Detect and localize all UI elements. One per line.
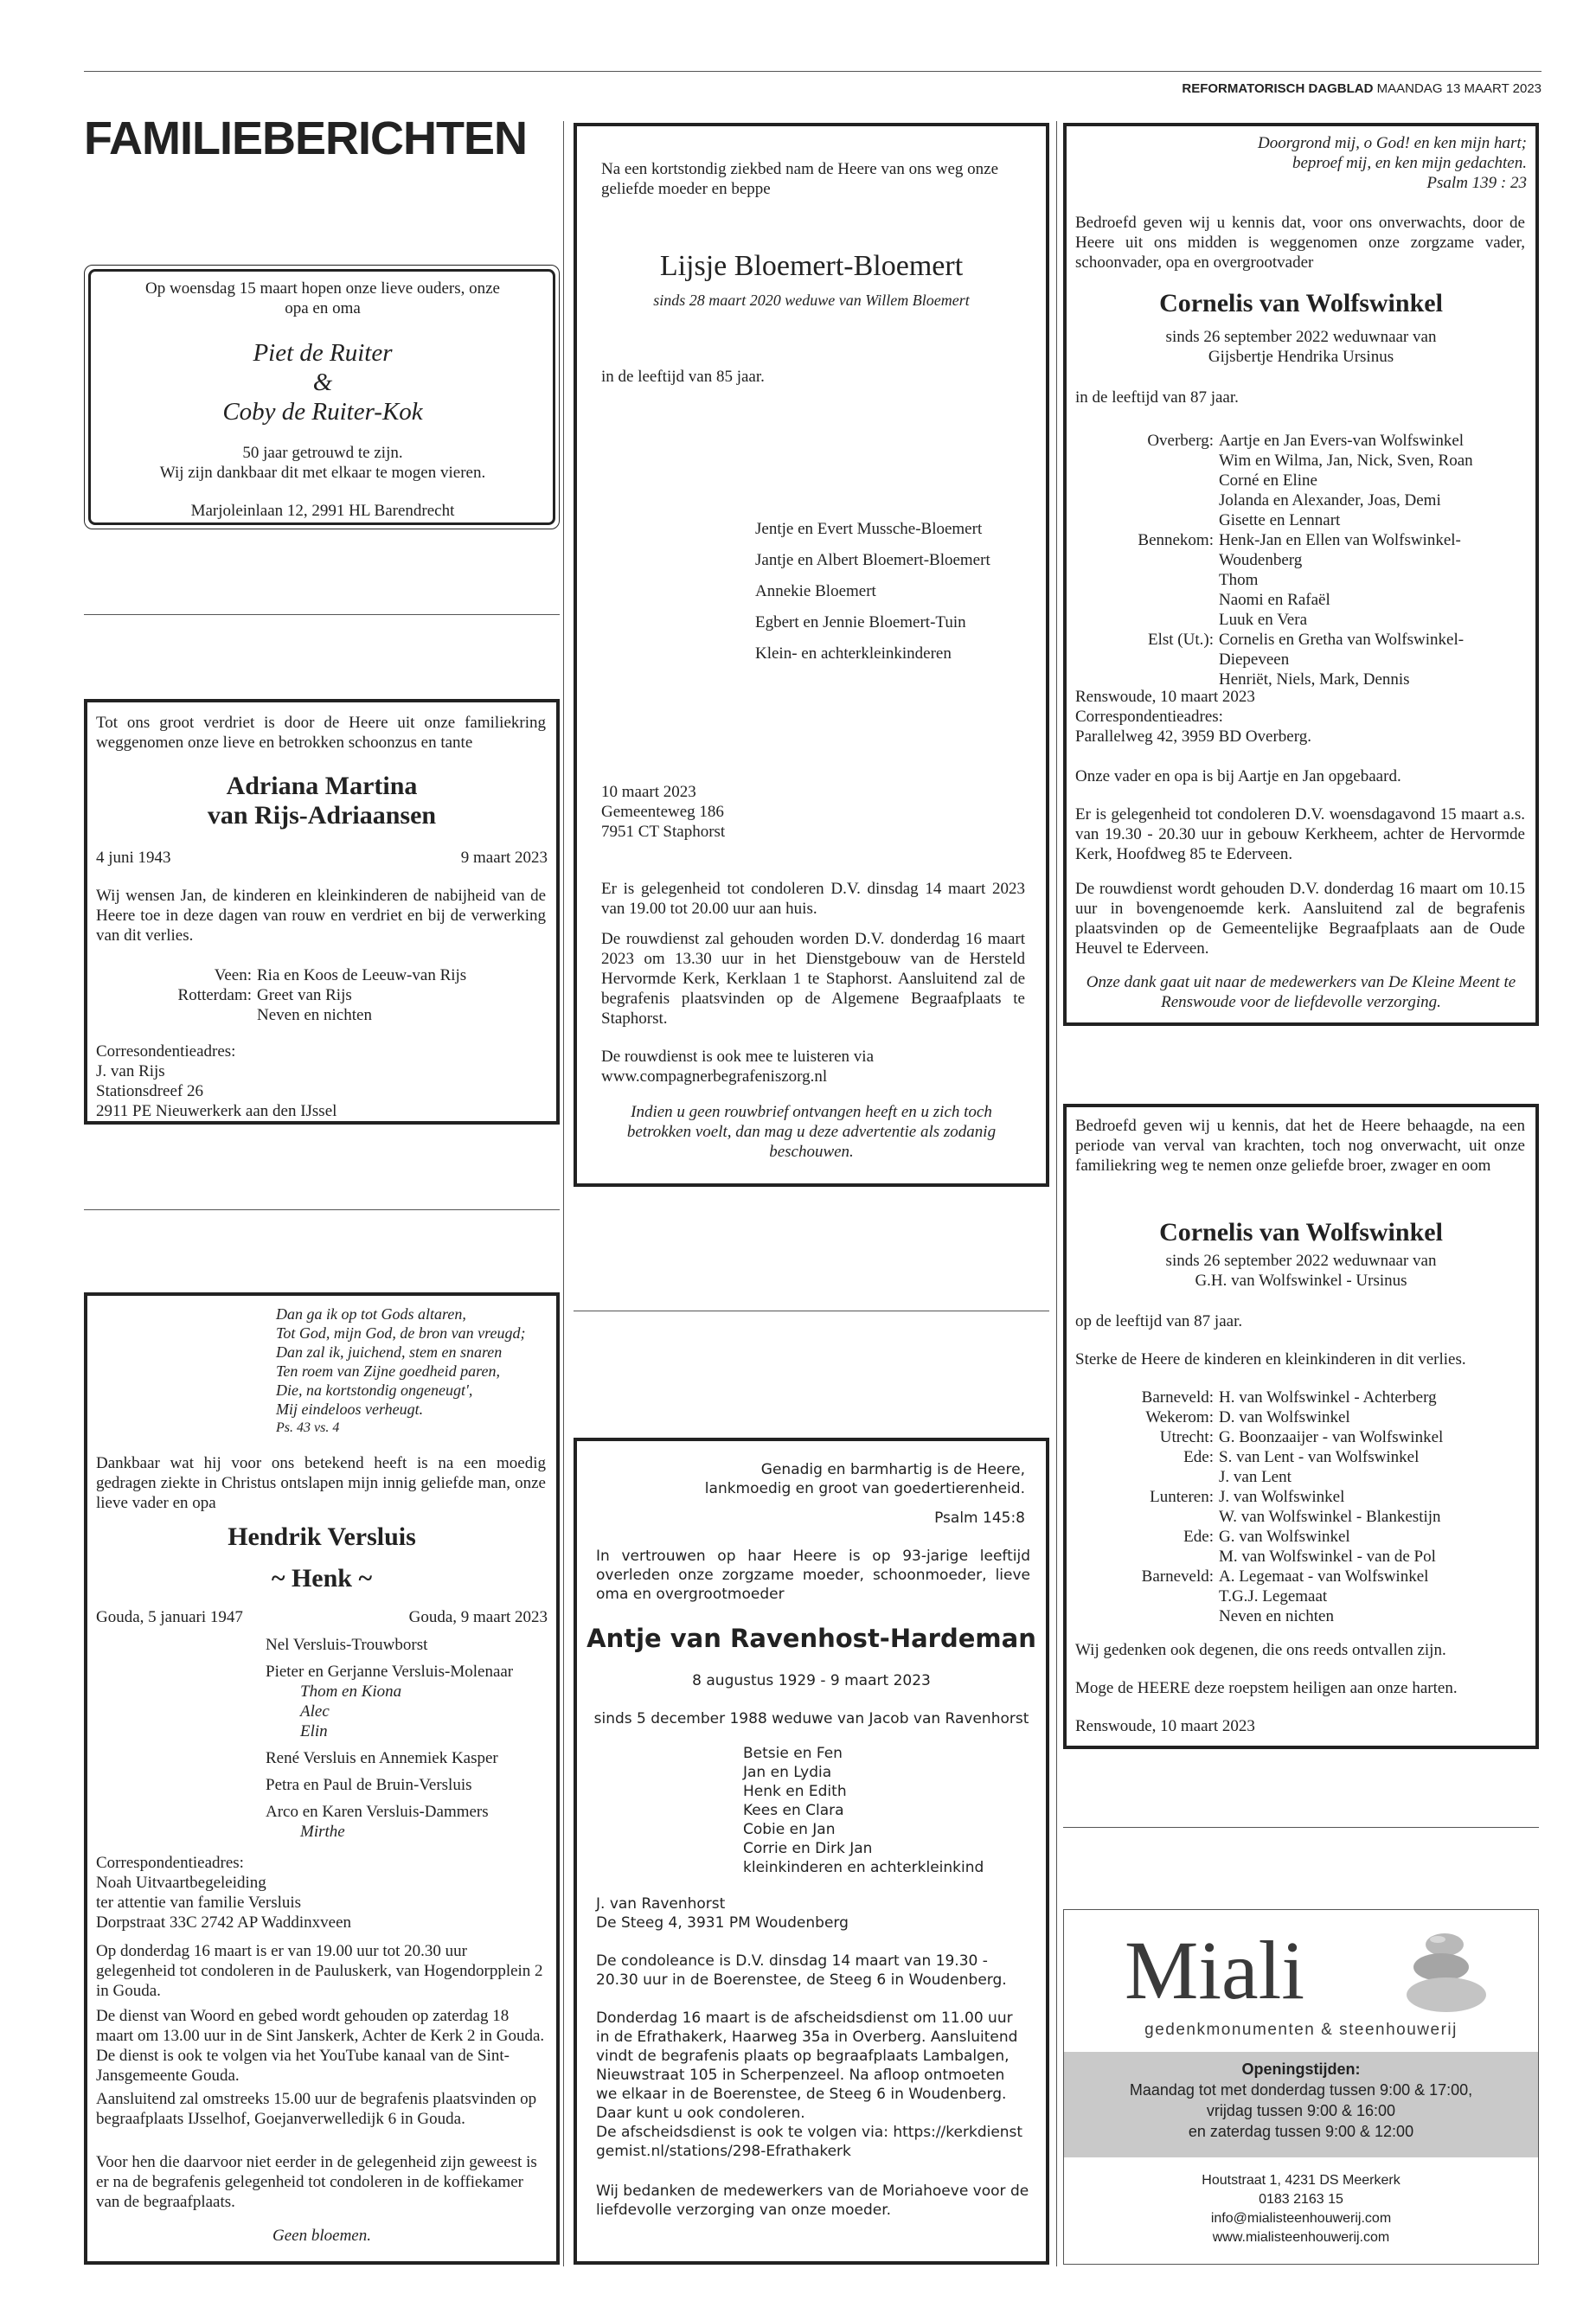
relative-row: Gisette en Lennart [1219, 511, 1341, 529]
relative-row: Elst (Ut.): Cornelis en Gretha van Wolfswinkel- [1148, 631, 1465, 649]
relative-row: Woudenberg [1219, 551, 1303, 569]
relative-row: Rotterdam: Greet van Rijs [177, 986, 352, 1004]
miali-address: Houtstraat 1, 4231 DS Meerkerk [1202, 2173, 1401, 2188]
wolfswinkel-para: Er is gelegenheid tot condoleren D.V. woensdagavond 15 maart a.s. van 19.30 - 20.30 uur in gebouw Kerkheem, achter de Hervormde Kerk, Hoofdweg 85 te Ederveen. [1075, 805, 1525, 863]
adriana-died: 9 maart 2023 [460, 849, 548, 867]
ravenhost-para: De condoleance is D.V. dinsdag 14 maart van 19.30 - 20.30 uur in de Boerenstee, de Steeg 6 in Woudenberg. [596, 1952, 1007, 1989]
wolfswinkel2-age: op de leeftijd van 87 jaar. [1075, 1312, 1243, 1330]
miali-contact [1064, 2171, 1538, 2247]
bloemert-sub: sinds 28 maart 2020 weduwe van Willem Bloemert [653, 292, 970, 309]
adriana-relatives [96, 965, 466, 1025]
versluis-died: Gouda, 9 maart 2023 [408, 1608, 548, 1626]
adriana-corr-line: 2911 PE Nieuwerkerk aan den IJssel [96, 1102, 337, 1120]
miali-hours-band [1064, 2052, 1538, 2157]
wolfswinkel-intro: Bedroefd geven wij u kennis dat, voor ons onverwachts, door de Heere uit ons midden is weggenomen onze zorgzame vader, schoonvader, opa en overgrootvader [1075, 214, 1525, 272]
relative-row: Wekerom: D. van Wolfswinkel [1145, 1408, 1350, 1426]
miali-email[interactable]: info@mialisteenhouwerij.com [1210, 2211, 1392, 2226]
relative-row: Neven en nichten [257, 1006, 372, 1024]
relative-row: Thom [1219, 571, 1259, 589]
miali-hours-title: Openingstijden: [1241, 2061, 1361, 2078]
anniversary-line-1: 50 jaar getrouwd te zijn. [242, 444, 403, 462]
ravenhost-address: De Steeg 4, 3931 PM Woudenberg [596, 1914, 849, 1932]
versluis-para: Op donderdag 16 maart is er van 19.00 uur tot 20.30 uur gelegenheid tot condoleren in de Pauluskerk, van Hogendorpplein 2 in Gouda. [96, 1942, 543, 2000]
ad-bloemert [574, 123, 1049, 1187]
section-title: FAMILIEBERICHTEN [84, 112, 528, 164]
anniversary-amp: & [312, 369, 333, 396]
relative-row: Neven en nichten [1219, 1607, 1334, 1625]
anniversary-line-2: Wij zijn dankbaar dit met elkaar te mogen vieren. [159, 464, 486, 482]
relative-row: Henriët, Niels, Mark, Dennis [1219, 670, 1410, 689]
relative-row: Bennekom: Henk-Jan en Ellen van Wolfswinkel- [1138, 531, 1461, 549]
ad-wolfswinkel-1 [1063, 123, 1539, 1026]
top-rule [84, 71, 1542, 72]
relative-row: Luuk en Vera [1219, 611, 1308, 629]
miali-tagline: gedenkmonumenten & steenhouwerij [1144, 2021, 1458, 2039]
relative-row: Barneveld: A. Legemaat - van Wolfswinkel [1141, 1567, 1429, 1586]
ad-adriana [84, 699, 560, 1125]
adriana-name-2: van Rijs-Adriaansen [207, 801, 437, 830]
bloemert-age: in de leeftijd van 85 jaar. [601, 368, 765, 386]
versluis-corr-line: Dorpstraat 33C 2742 AP Waddinxveen [96, 1913, 352, 1932]
versluis-intro: Dankbaar wat hij voor ons betekend heeft is na een moedig gedragen ziekte in Christus ontslapen mijn innig geliefde man, onze lieve vader en opa [96, 1454, 546, 1512]
relative-row: W. van Wolfswinkel - Blankestijn [1219, 1508, 1441, 1526]
versluis-verse: Dan ga ik op tot Gods altaren, Tot God, mijn God, de bron van vreugd; Dan zal ik, juichend, stem en snaren Ten roem van Zijne goedheid paren, Die, na kortstondig ongeneugt', Mij eindeloos verheugt. Ps. 43 vs. 4 [276, 1304, 525, 1438]
relative-row: Barneveld: H. van Wolfswinkel - Achterberg [1141, 1388, 1437, 1407]
bloemert-address: 10 maart 2023 [601, 783, 696, 801]
wolfswinkel-para: Onze vader en opa is bij Aartje en Jan opgebaard. [1075, 767, 1401, 785]
ravenhost-para: Wij bedanken de medewerkers van de Moriahoeve voor de liefdevolle verzorging van onze moeder. [596, 2182, 1029, 2219]
bloemert-address: Gemeenteweg 186 [601, 803, 724, 821]
relative-row: Wim en Wilma, Jan, Nick, Sven, Roan [1219, 452, 1473, 470]
relative-row: Overberg: Aartje en Jan Evers-van Wolfswinkel [1147, 432, 1465, 450]
wolfswinkel-place-date: Renswoude, 10 maart 2023 [1075, 688, 1255, 706]
wolfswinkel2-p1: Wij gedenken ook degenen, die ons reeds ontvallen zijn. [1075, 1641, 1446, 1659]
versluis-para: Voor hen die daarvoor niet eerder in de gelegenheid zijn geweest is er na de begrafenis gelegenheid tot condoleren in de koffiekamer van de begraafplaats. [96, 2153, 537, 2211]
wolfswinkel-verse: Doorgrond mij, o God! en ken mijn hart; beproef mij, en ken mijn gedachten. Psalm 139 : 23 [1257, 134, 1527, 192]
relative-row: Ede: G. van Wolfswinkel [1183, 1528, 1350, 1546]
bloemert-name: Lijsje Bloemert-Bloemert [659, 250, 964, 282]
relative-row: Naomi en Rafaël [1219, 591, 1330, 609]
separator-c3-1 [1063, 1827, 1539, 1828]
ravenhost-widow: sinds 5 december 1988 weduwe van Jacob van Ravenhorst [593, 1710, 1029, 1727]
versluis-para: De dienst van Woord en gebed wordt gehouden op zaterdag 18 maart om 13.00 uur in de Sint Janskerk, Achter de Kerk 2 in Gouda. De dienst is ook te volgen via het YouTube kanaal van de Sint-Jansgemeente Gouda. [96, 2007, 545, 2085]
adriana-intro: Tot ons groot verdriet is door de Heere uit onze familiekring weggenomen onze lieve en betrokken schoonzus en tante [96, 714, 546, 752]
wolfswinkel2-text: Sterke de Heere de kinderen en kleinkinderen in dit verlies. [1075, 1350, 1466, 1368]
relative-row: T.G.J. Legemaat [1219, 1587, 1328, 1606]
separator-c1-2 [84, 1209, 560, 1210]
adriana-text: Wij wensen Jan, de kinderen en kleinkinderen de nabijheid van de Heere toe in deze dagen van rouw en verdriet en bij de verwerking van dit verlies. [96, 887, 546, 945]
wolfswinkel2-intro: Bedroefd geven wij u kennis, dat het de Heere behaagde, na een periode van verval van krachten, toch nog onverwacht, uit onze familiekring weg te nemen onze geliefde broer, zwager en oom [1075, 1117, 1525, 1175]
ravenhost-dates: 8 augustus 1929 - 9 maart 2023 [692, 1672, 931, 1689]
ravenhost-name: Antje van Ravenhost-Hardeman [586, 1624, 1036, 1653]
wolfswinkel2-sub-2: G.H. van Wolfswinkel - Ursinus [1195, 1272, 1407, 1290]
bloemert-intro: Na een kortstondig ziekbed nam de Heere van ons weg onze geliefde moeder en beppe [601, 160, 998, 198]
wolfswinkel2-relatives [1075, 1388, 1443, 1626]
versluis-family: Nel Versluis-Trouwborst Pieter en Gerjanne Versluis-Molenaar Thom en Kiona Alec Elin René Versluis en Annemiek Kasper Petra en Paul de Bruin-Versluis Arco en Karen Versluis-Dammers Mirthe [266, 1636, 514, 1841]
versluis-corr-line: Noah Uitvaartbegeleiding [96, 1874, 266, 1892]
bloemert-para: De rouwdienst zal gehouden worden D.V. donderdag 16 maart 2023 om 13.30 uur in het Dienstgebouw van de Hersteld Hervormde Kerk, Kerklaan 1 te Staphorst. Aansluitend zal de begrafenis plaatsvinden op de Algemene Begraafplaats te Staphorst. [601, 930, 1025, 1028]
miali-hours-line: Maandag tot met donderdag tussen 9:00 & 17:00, [1129, 2081, 1473, 2099]
anniversary-name-1: Piet de Ruiter [253, 339, 393, 367]
versluis-nick: ~ Henk ~ [271, 1564, 373, 1593]
wolfswinkel-corr-label: Correspondentieadres: [1075, 708, 1223, 726]
stones-logo-icon [1393, 1919, 1497, 2022]
adriana-born: 4 juni 1943 [96, 849, 171, 867]
anniversary-name-2: Coby de Ruiter-Kok [222, 398, 423, 426]
ravenhost-address: J. van Ravenhorst [596, 1895, 726, 1913]
versluis-para: Aansluitend zal omstreeks 15.00 uur de begrafenis plaatsvinden op begraafplaats IJsselhof, Goejanverwelledijk 6 in Gouda. [96, 2090, 537, 2128]
adriana-corr-line: J. van Rijs [96, 1062, 165, 1080]
anniversary-intro: Op woensdag 15 maart hopen onze lieve ouders, onze opa en oma [145, 279, 500, 317]
column-divider-2 [1056, 121, 1057, 2266]
miali-website[interactable]: www.mialisteenhouwerij.com [1212, 2230, 1390, 2245]
relative-row: Jolanda en Alexander, Joas, Demi [1219, 491, 1441, 510]
bloemert-para: Er is gelegenheid tot condoleren D.V. dinsdag 14 maart 2023 van 19.00 tot 20.00 uur aan huis. [601, 880, 1025, 918]
wolfswinkel2-name: Cornelis van Wolfswinkel [1159, 1218, 1443, 1247]
ad-anniversary [84, 265, 560, 529]
relative-row: Ede: S. van Lent - van Wolfswinkel [1183, 1448, 1420, 1466]
miali-phone: 0183 2163 15 [1259, 2192, 1343, 2207]
bloemert-address: 7951 CT Staphorst [601, 823, 726, 841]
separator-c1-1 [84, 614, 560, 615]
ravenhost-para: De afscheidsdienst is ook te volgen via: https://kerkdienstgemist.nl/stations/298-Efrathakerk [596, 2124, 1023, 2160]
wolfswinkel-closing: Onze dank gaat uit naar de medewerkers van De Kleine Meent te Renswoude voor de liefdevolle verzorging. [1086, 973, 1516, 1011]
wolfswinkel-name: Cornelis van Wolfswinkel [1159, 289, 1443, 317]
wolfswinkel2-sub-1: sinds 26 september 2022 weduwnaar van [1165, 1252, 1437, 1270]
wolfswinkel-age: in de leeftijd van 87 jaar. [1075, 388, 1239, 407]
column-divider-1 [563, 121, 564, 2266]
paper-name: REFORMATORISCH DAGBLAD [1182, 81, 1374, 96]
wolfswinkel-relatives [1075, 431, 1473, 689]
bloemert-closing: Indien u geen rouwbrief ontvangen heeft en u zich toch betrokken voelt, dan mag u deze advertentie als zodanig beschouwen. [626, 1103, 997, 1161]
wolfswinkel2-place-date: Renswoude, 10 maart 2023 [1075, 1717, 1255, 1735]
miali-hours-line: en zaterdag tussen 9:00 & 12:00 [1188, 2123, 1414, 2140]
wolfswinkel-para: De rouwdienst wordt gehouden D.V. donderdag 16 maart om 10.15 uur in bovengenoemde kerk. Aansluitend zal de begrafenis plaatsvinden op de Gemeentelijke Begraafplaats aan de Oude Heuvel te Ederveen. [1075, 880, 1525, 958]
issue-date: MAANDAG 13 MAART 2023 [1376, 81, 1542, 96]
wolfswinkel2-p2: Moge de HEERE deze roepstem heiligen aan onze harten. [1075, 1679, 1458, 1697]
wolfswinkel-sub-2: Gijsbertje Hendrika Ursinus [1208, 348, 1394, 366]
bloemert-family: Jentje en Evert Mussche-Bloemert Jantje en Albert Bloemert-Bloemert Annekie Bloemert Egbert en Jennie Bloemert-Tuin Klein- en achterkleinkinderen [755, 520, 990, 663]
ad-wolfswinkel-2 [1063, 1104, 1539, 1749]
versluis-closing: Geen bloemen. [272, 2227, 371, 2245]
relative-row: Utrecht: G. Boonzaaijer - van Wolfswinkel [1159, 1428, 1444, 1446]
page-header [1182, 81, 1542, 96]
ravenhost-family: Betsie en Fen Jan en Lydia Henk en Edith Kees en Clara Cobie en Jan Corrie en Dirk Jan kleinkinderen en achterkleinkind [743, 1745, 984, 1876]
anniversary-address: Marjoleinlaan 12, 2991 HL Barendrecht [190, 502, 455, 520]
wolfswinkel-sub-1: sinds 26 september 2022 weduwnaar van [1165, 328, 1437, 346]
relative-row: Corné en Eline [1219, 471, 1317, 490]
ravenhost-intro: In vertrouwen op haar Heere is op 93-jarige leeftijd overleden onze zorgzame moeder, schoonmoeder, lieve oma en overgrootmoeder [596, 1548, 1030, 1603]
relative-row: Lunteren: J. van Wolfswinkel [1150, 1488, 1345, 1506]
relative-row: Diepeveen [1219, 651, 1290, 669]
versluis-corr-line: ter attentie van familie Versluis [96, 1894, 302, 1912]
relative-row: M. van Wolfswinkel - van de Pol [1219, 1548, 1436, 1566]
versluis-corr-label: Correspondentieadres: [96, 1854, 244, 1872]
ravenhost-verse-ref: Psalm 145:8 [934, 1509, 1025, 1527]
relative-row: Veen: Ria en Koos de Leeuw-van Rijs [214, 966, 467, 984]
versluis-verse-ref: Ps. 43 vs. 4 [276, 1420, 340, 1435]
adriana-corr-line: Stationsdreef 26 [96, 1082, 204, 1100]
ravenhost-para: Donderdag 16 maart is de afscheidsdienst om 11.00 uur in de Efrathakerk, Haarweg 35a in Overberg. Aansluitend vindt de begrafenis plaats op begraafplaats Lambalgen, Nieuwstraat 105 in Scherpenzeel. Na afloop ontmoeten we elkaar in de Boerenstee, de Steeg 6 in Woudenberg. Daar kunt u ook condoleren. [596, 2009, 1018, 2122]
miali-brand: Miali [1125, 1924, 1304, 2016]
wolfswinkel-verse-ref: Psalm 139 : 23 [1426, 174, 1527, 192]
relative-row: J. van Lent [1219, 1468, 1292, 1486]
bloemert-para: De rouwdienst is ook mee te luisteren via www.compagnerbegrafeniszorg.nl [601, 1048, 875, 1086]
versluis-name: Hendrik Versluis [228, 1522, 416, 1551]
ad-versluis [84, 1292, 560, 2265]
ravenhost-verse: Genadig en barmhartig is de Heere, lankmoedig en groot van goedertierenheid. Psalm 145:8 [704, 1461, 1025, 1527]
ad-miali [1063, 1909, 1539, 2265]
versluis-born: Gouda, 5 januari 1947 [96, 1608, 243, 1626]
adriana-name-1: Adriana Martina [226, 772, 418, 800]
adriana-corr-label: Corresondentieadres: [96, 1042, 236, 1061]
miali-hours-line: vrijdag tussen 9:00 & 16:00 [1206, 2102, 1396, 2119]
wolfswinkel-corr-line: Parallelweg 42, 3959 BD Overberg. [1075, 727, 1311, 746]
ad-ravenhost [574, 1438, 1049, 2265]
